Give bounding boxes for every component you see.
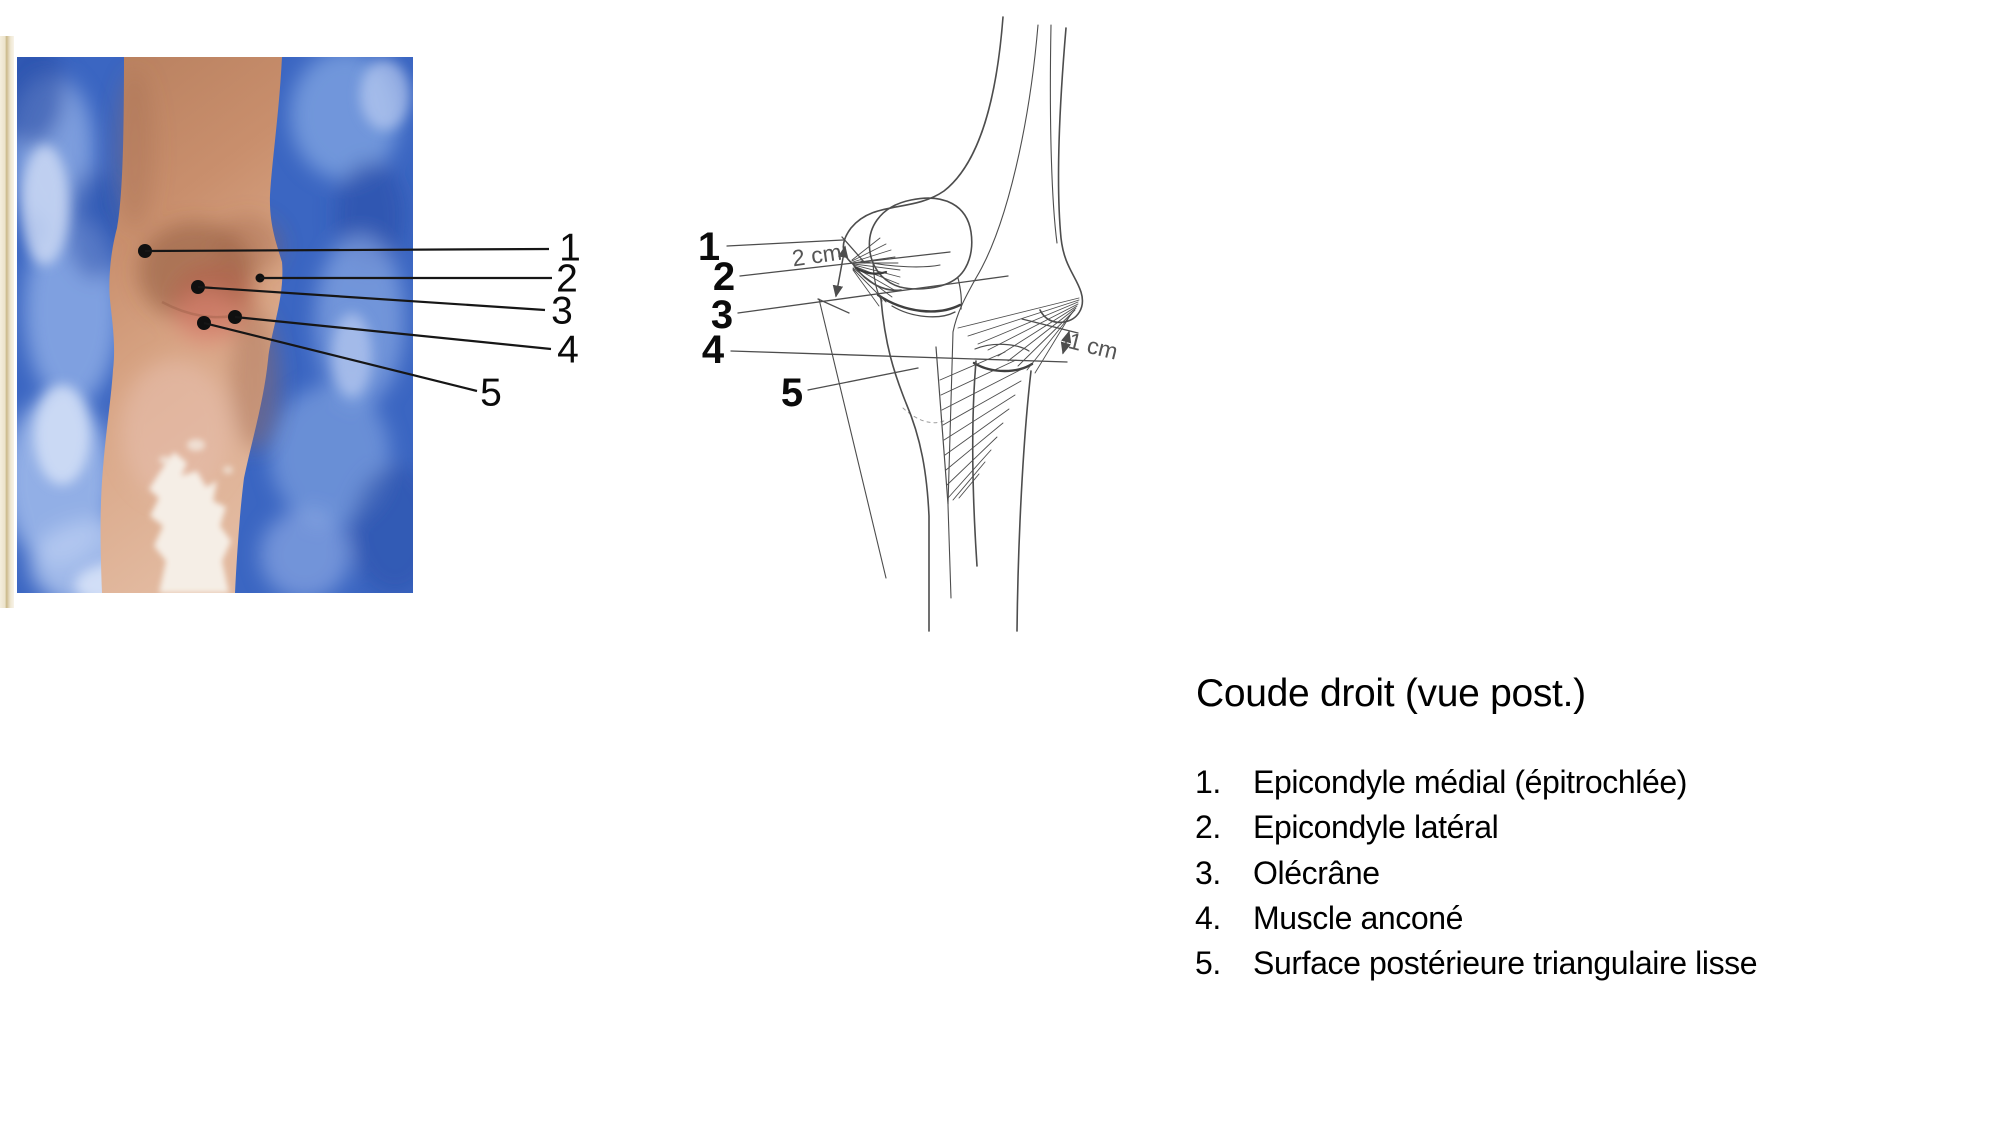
legend-item-label: Epicondyle médial (épitrochlée)	[1253, 764, 1688, 800]
sketch-label-2: 2	[712, 255, 736, 299]
anconeus-hatching	[940, 352, 1024, 500]
legend-item-number: 5.	[1195, 945, 1221, 982]
sketch-label-3: 3	[710, 293, 734, 337]
sketch-label-1: 1	[697, 225, 721, 269]
elbow-bone-sketch	[727, 17, 1082, 631]
legend-item-number: 1.	[1195, 764, 1221, 800]
photo-label-2: 2	[556, 257, 578, 301]
photo-label-1: 1	[559, 226, 581, 270]
photo-label-3: 3	[551, 289, 573, 333]
legend-item-5	[1195, 941, 1757, 986]
photo-label-5: 5	[480, 371, 502, 415]
slide-title: Coude droit (vue post.)	[1196, 672, 1586, 715]
legend-item-number: 2.	[1195, 809, 1221, 846]
legend-item-label: Olécrâne	[1253, 854, 1380, 891]
legend-item-number: 3.	[1195, 854, 1221, 891]
legend-item-3	[1195, 851, 1757, 896]
legend-item-label: Epicondyle latéral	[1253, 809, 1499, 846]
legend-item-2	[1195, 805, 1757, 850]
sketch-label-4: 4	[701, 328, 725, 372]
measurement-2cm-label: 2 cm	[790, 238, 844, 272]
legend-item-number: 4.	[1195, 899, 1221, 936]
legend-item-label: Muscle anconé	[1253, 899, 1464, 936]
photo-label-4: 4	[557, 328, 579, 372]
measurement-1cm-label: 1 cm	[1065, 327, 1121, 365]
sketch-label-5: 5	[780, 371, 804, 415]
legend-item-label: Surface postérieure triangulaire lisse	[1253, 945, 1758, 982]
elbow-photo	[0, 35, 581, 610]
legend-item-1	[1195, 760, 1757, 805]
legend-item-4	[1195, 896, 1757, 941]
legend-list	[1195, 760, 1757, 986]
